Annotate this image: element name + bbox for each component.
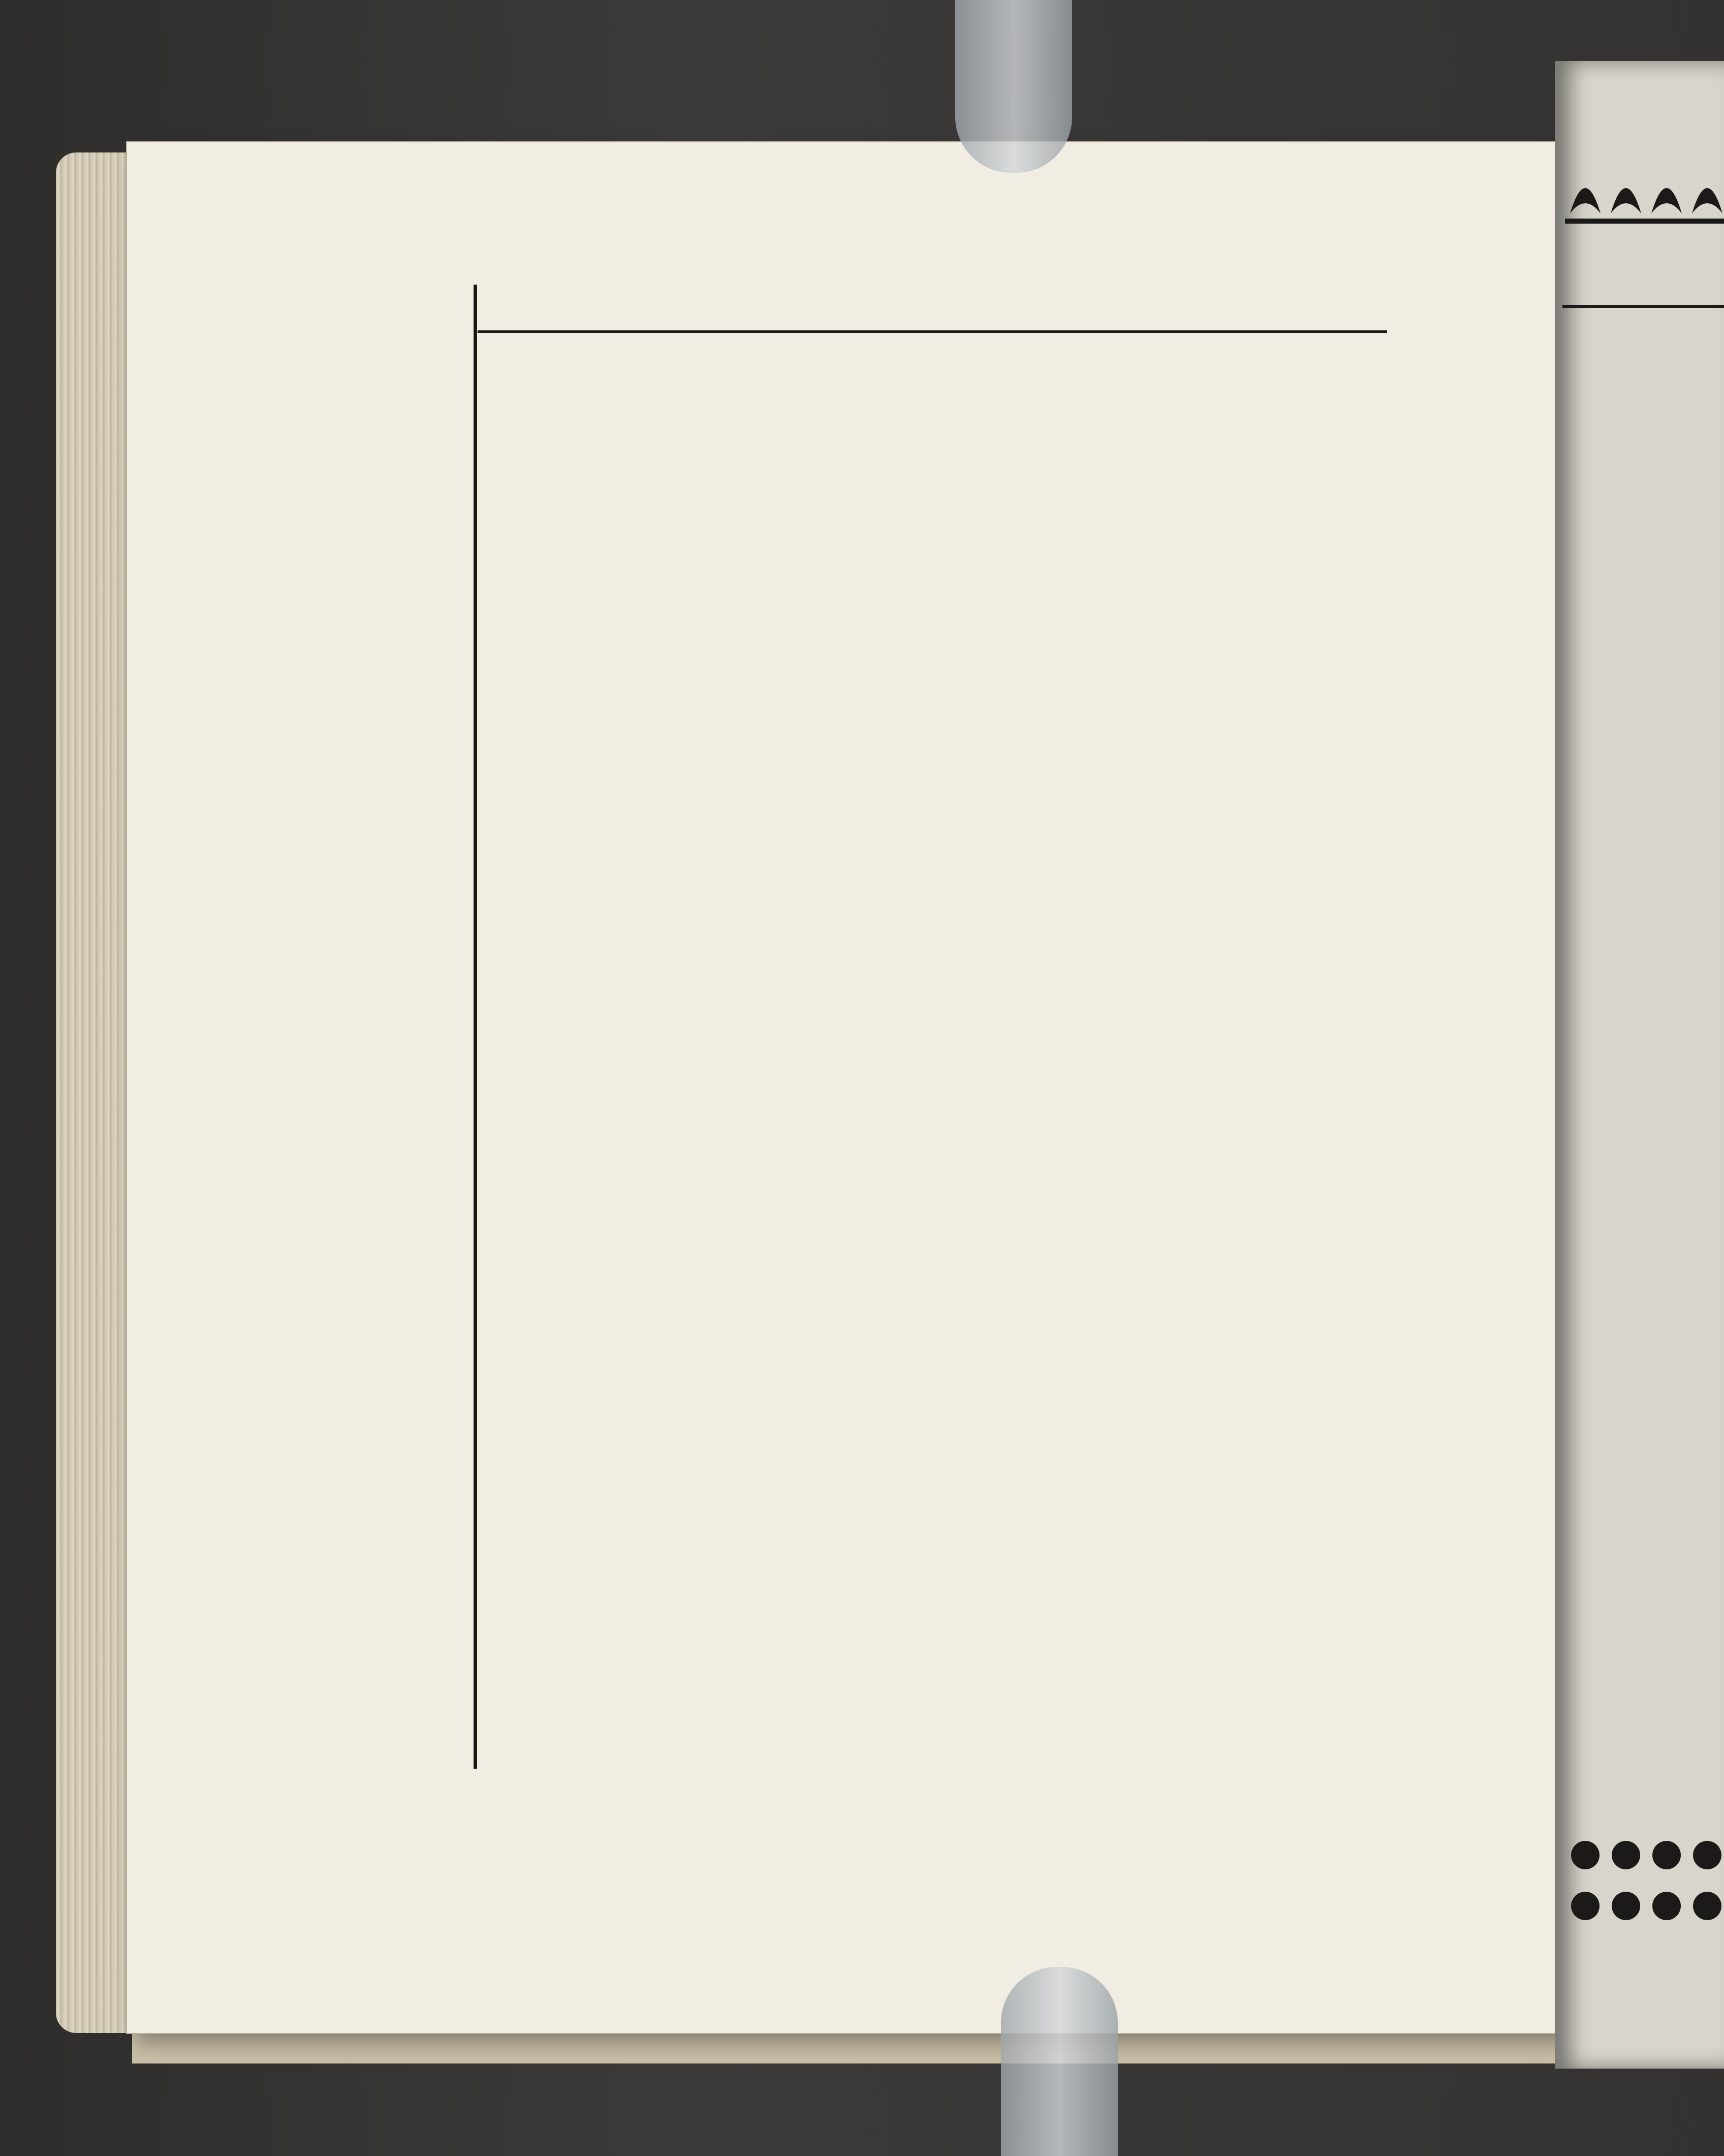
page-header	[483, 272, 1387, 333]
facing-page	[1555, 61, 1724, 2069]
top-page-clip	[955, 0, 1072, 173]
bottom-page-clip	[1001, 1967, 1118, 2156]
header-rule	[478, 330, 1387, 333]
margin-column-rule	[474, 285, 477, 1769]
facing-page-top-ornament	[1565, 152, 1724, 234]
ornamental-border	[252, 206, 1451, 1807]
facing-page-bottom-ornament	[1565, 1825, 1724, 1936]
facing-page-head-rule	[1562, 305, 1724, 308]
